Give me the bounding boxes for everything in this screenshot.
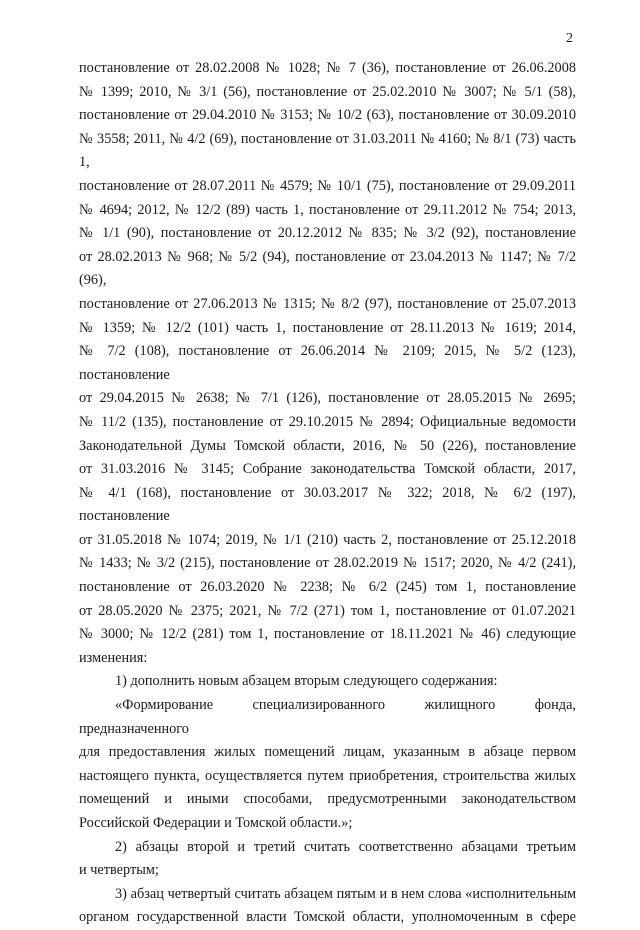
document-body — [79, 57, 576, 930]
text-line: и четвертым; — [79, 862, 159, 879]
text-line: 2) абзацы второй и третий считать соответственно абзацами третьим — [115, 838, 576, 855]
text-line: № 1/1 (90), постановление от 20.12.2012 № 835; № 3/2 (92), постановление — [79, 225, 576, 242]
text-line: постановление от 28.02.2008 № 1028; № 7 (36), постановление от 26.06.2008 — [79, 60, 576, 76]
text-line: № 3558; 2011, № 4/2 (69), постановление от 31.03.2011 № 4160; № 8/1 (73) часть 1, — [79, 130, 576, 171]
text-line: «Формирование специализированного жилищного фонда, предназначенного — [79, 697, 576, 737]
text-line: № 1359; № 12/2 (101) часть 1, постановление от 28.11.2013 № 1619; 2014, — [79, 319, 576, 336]
text-line: № 3000; № 12/2 (281) том 1, постановление от 18.11.2021 № 46) следующие — [79, 626, 576, 643]
text-line: от 29.04.2015 № 2638; № 7/1 (126), постановление от 28.05.2015 № 2695; — [79, 390, 576, 407]
page-number: 2 — [566, 31, 573, 46]
text-line: постановление от 26.03.2020 № 2238; № 6/2 (245) том 1, постановление — [79, 579, 576, 596]
text-line: органом государственной власти Томской области, уполномоченным в сфере — [79, 909, 576, 926]
text-line: постановление от 27.06.2013 № 1315; № 8/2 (97), постановление от 25.07.2013 — [79, 295, 576, 312]
text-line: № 1399; 2010, № 3/1 (56), постановление от 25.02.2010 № 3007; № 5/1 (58), — [79, 83, 576, 100]
text-line: от 28.02.2013 № 968; № 5/2 (94), постановление от 23.04.2013 № 1147; № 7/2 (96), — [79, 248, 576, 289]
text-line: от 31.05.2018 № 1074; 2019, № 1/1 (210) часть 2, постановление от 25.12.2018 — [79, 531, 576, 548]
text-line: 3) абзац четвертый считать абзацем пятым и в нем слова «исполнительным — [115, 885, 576, 902]
text-line: помещений и иными способами, предусмотренными законодательством — [79, 791, 576, 808]
text-line: 1) дополнить новым абзацем вторым следующего содержания: — [115, 673, 498, 690]
text-line: от 28.05.2020 № 2375; 2021, № 7/2 (271) том 1, постановление от 01.07.2021 — [79, 602, 576, 619]
text-line: № 11/2 (135), постановление от 29.10.2015 № 2894; Официальные ведомости — [79, 413, 576, 430]
text-line: Законодательной Думы Томской области, 2016, № 50 (226), постановление — [79, 437, 576, 454]
text-line: постановление от 29.04.2010 № 3153; № 10/2 (63), постановление от 30.09.2010 — [79, 107, 576, 124]
text-line: для предоставления жилых помещений лицам, указанным в абзаце первом — [79, 744, 576, 761]
text-line: изменения: — [79, 649, 148, 666]
text-line: № 1433; № 3/2 (215), постановление от 28.02.2019 № 1517; 2020, № 4/2 (241), — [79, 555, 576, 572]
text-line: постановление от 28.07.2011 № 4579; № 10/1 (75), постановление от 29.09.2011 — [79, 177, 576, 194]
text-line: настоящего пункта, осуществляется путем приобретения, строительства жилых — [79, 767, 576, 784]
text-line: № 4694; 2012, № 12/2 (89) часть 1, постановление от 29.11.2012 № 754; 2013, — [79, 201, 576, 218]
text-line: Российской Федерации и Томской области.»; — [79, 815, 353, 831]
text-line: № 4/1 (168), постановление от 30.03.2017 № 322; 2018, № 6/2 (197), постановление — [79, 484, 576, 525]
text-line: № 7/2 (108), постановление от 26.06.2014 № 2109; 2015, № 5/2 (123), постановление — [79, 343, 576, 383]
text-line: от 31.03.2016 № 3145; Собрание законодательства Томской области, 2017, — [79, 461, 576, 478]
